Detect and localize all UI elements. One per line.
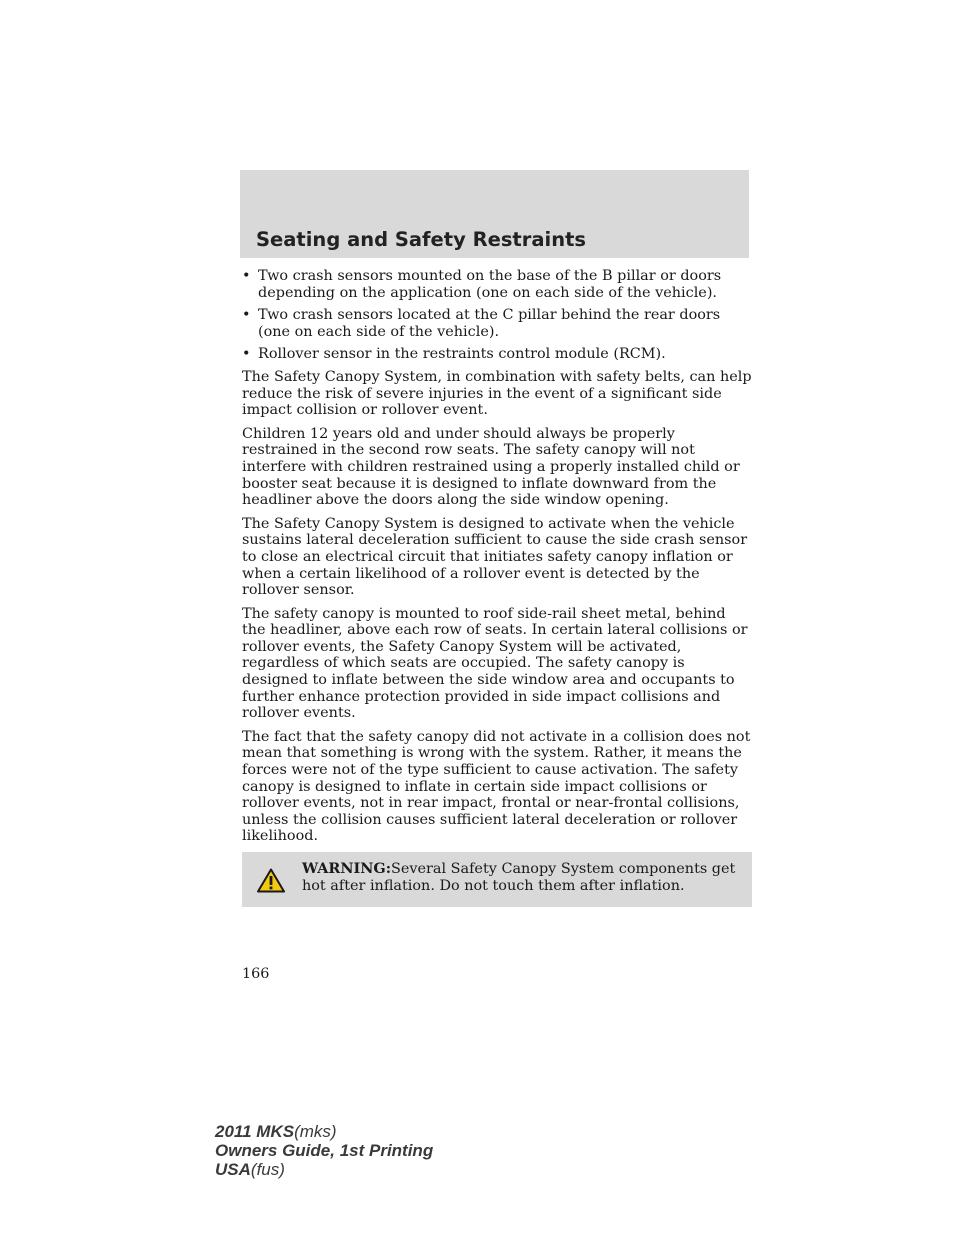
paragraph: The fact that the safety canopy did not activate in a collision does not mean that something is wrong with the system. Rather, it means the forces were not of the type sufficient to cause activation. The safety canopy is designed to inflate in certain side impact collisions or rollover events, not in rear impact, frontal or near-frontal collisions, unless the collision causes sufficient lateral deceleration or rollover likelihood. bbox=[242, 728, 751, 845]
bullet-text: Two crash sensors located at the C pillar behind the rear doors (one on each side of the vehicle). bbox=[258, 307, 721, 340]
warning-text bbox=[302, 861, 742, 898]
section-title: Seating and Safety Restraints bbox=[256, 228, 587, 251]
warning-box bbox=[242, 852, 752, 907]
footer-model-code: (mks) bbox=[294, 1122, 337, 1141]
page-number: 166 bbox=[242, 966, 270, 982]
warning-label: WARNING: bbox=[302, 860, 392, 877]
bullet-symbol: • bbox=[242, 346, 251, 363]
warning-body: Several Safety Canopy System components get hot after inflation. Do not touch them after inflation. bbox=[302, 861, 736, 894]
footer-line bbox=[215, 1122, 433, 1141]
footer-market: USA bbox=[215, 1160, 251, 1179]
footer-market-code: (fus) bbox=[250, 1160, 285, 1179]
bullet-text: Rollover sensor in the restraints control module (RCM). bbox=[258, 346, 666, 363]
bullet-item bbox=[242, 346, 752, 363]
document-footer bbox=[215, 1122, 433, 1179]
bullet-symbol: • bbox=[242, 307, 251, 324]
bullet-item bbox=[242, 307, 752, 340]
footer-model: 2011 MKS bbox=[215, 1122, 295, 1141]
warning-triangle-icon bbox=[257, 868, 287, 898]
paragraph: Children 12 years old and under should always be properly restrained in the second row seats. The safety canopy will not interfere with children restrained using a properly installed child or booster seat because it is designed to inflate downward from the headliner above the doors along the side window opening. bbox=[242, 425, 740, 509]
footer-line bbox=[215, 1141, 433, 1160]
paragraph: The Safety Canopy System is designed to activate when the vehicle sustains lateral deceleration sufficient to cause the side crash sensor to close an electrical circuit that initiates safety canopy inflation or when a certain likelihood of a rollover event is detected by the rollover sensor. bbox=[242, 515, 748, 599]
page-content bbox=[242, 268, 752, 907]
bullet-item bbox=[242, 268, 752, 301]
bullet-symbol: • bbox=[242, 268, 251, 284]
footer-edition: Owners Guide, 1st Printing bbox=[215, 1141, 434, 1160]
paragraph: The safety canopy is mounted to roof side-rail sheet metal, behind the headliner, above each row of seats. In certain lateral collisions or rollover events, the Safety Canopy System will be activated, regardless of which seats are occupied. The safety canopy is designed to inflate between the side window area and occupants to further enhance protection provided in side impact collisions and rollover events. bbox=[242, 605, 748, 722]
bullet-text: Two crash sensors mounted on the base of the B pillar or doors depending on the application (one on each side of the vehicle). bbox=[258, 268, 722, 301]
paragraph: The Safety Canopy System, in combination with safety belts, can help reduce the risk of severe injuries in the event of a significant side impact collision or rollover event. bbox=[242, 368, 752, 419]
footer-line bbox=[215, 1160, 433, 1179]
